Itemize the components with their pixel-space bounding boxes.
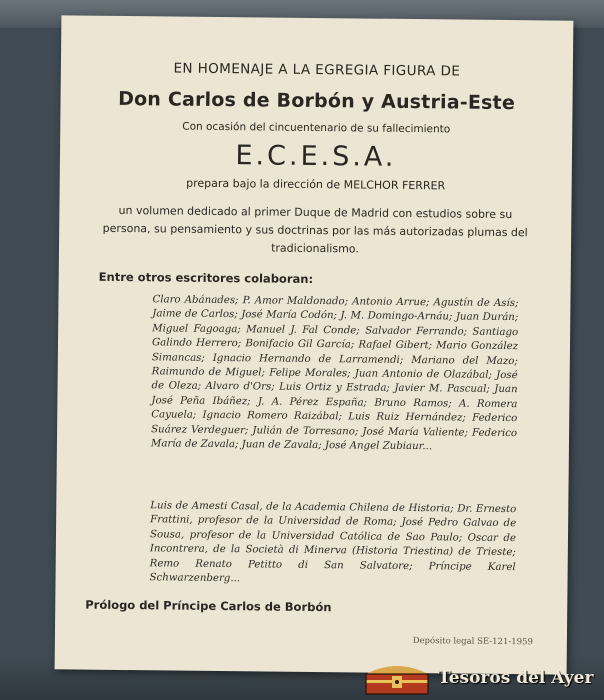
honoree-name: Don Carlos de Borbón y Austria-Este xyxy=(118,87,516,115)
publisher-title: E.C.E.S.A. xyxy=(235,140,397,173)
homenaje-line: EN HOMENAJE A LA EGREGIA FIGURA DE xyxy=(173,60,461,80)
foreign-contributors-list: Luis de Amesti Casal, de la Academia Chilena de Historia; Dr. Ernesto Frattini, profesor de la Universidad de Roma; José Pedro Galvao de Sousa, profesor de la Universidad Católica de Sao Paulo; Oscar de Incontrera, de la Società di Minerva (Historia Triestina) de Trieste; Remo Renato Petitto di San Salvatore; Príncipe Karel Schwarzenberg... xyxy=(149,500,517,585)
watermark-text: Tesoros del Ayer xyxy=(438,668,594,688)
prologue-line: Prólogo del Príncipe Carlos de Borbón xyxy=(85,597,332,615)
treasure-chest-icon xyxy=(362,660,434,698)
legal-deposit: Depósito legal SE-121-1959 xyxy=(412,636,533,648)
director-line: prepara bajo la dirección de MELCHOR FERRER xyxy=(186,176,446,193)
occasion-line: Con ocasión del cincuentenario de su fallecimiento xyxy=(182,120,451,136)
watermark-logo xyxy=(362,660,598,698)
volume-description: un volumen dedicado al primer Duque de Madrid con estudios sobre su persona, su pensamiento y sus doctrinas por las más autorizadas plumas del tradicionalismo. xyxy=(102,203,528,256)
contributors-heading: Entre otros escritores colaboran: xyxy=(98,269,314,286)
contributors-list: Claro Abánades; P. Amor Maldonado; Antonio Arrue; Agustín de Asís; Jaime de Carlos; José María Codón; J. M. Domingo-Arnáu; Juan Durán; Miguel Fagoaga; Manuel J. Fal Conde; Salvador Ferrando; Santiago Galindo Herrero; Bonifacio Gil García; Rafael Gibert; Mario González Simancas; Ignacio Hernando de Larramendi; Mariano del Mazo; Raimundo de Miguel; Felipe Morales; Juan Antonio de Olazábal; José de Oleza; Alvaro d'Ors; Luis Ortiz y Estrada; Javier M. Pascual; Juan José Peña Ibáñez; J. A. Pérez España; Bruno Ramos; A. Romera Cayuela; Ignacio Romero Raizábal; Luis Ruiz Hernández; Federico Suárez Verdeguer; Julián de Torresano; José María Valiente; Federico María de Zavala; Juan de Zavala; José Angel Zubiaur... xyxy=(150,294,519,453)
printed-card xyxy=(55,15,574,674)
